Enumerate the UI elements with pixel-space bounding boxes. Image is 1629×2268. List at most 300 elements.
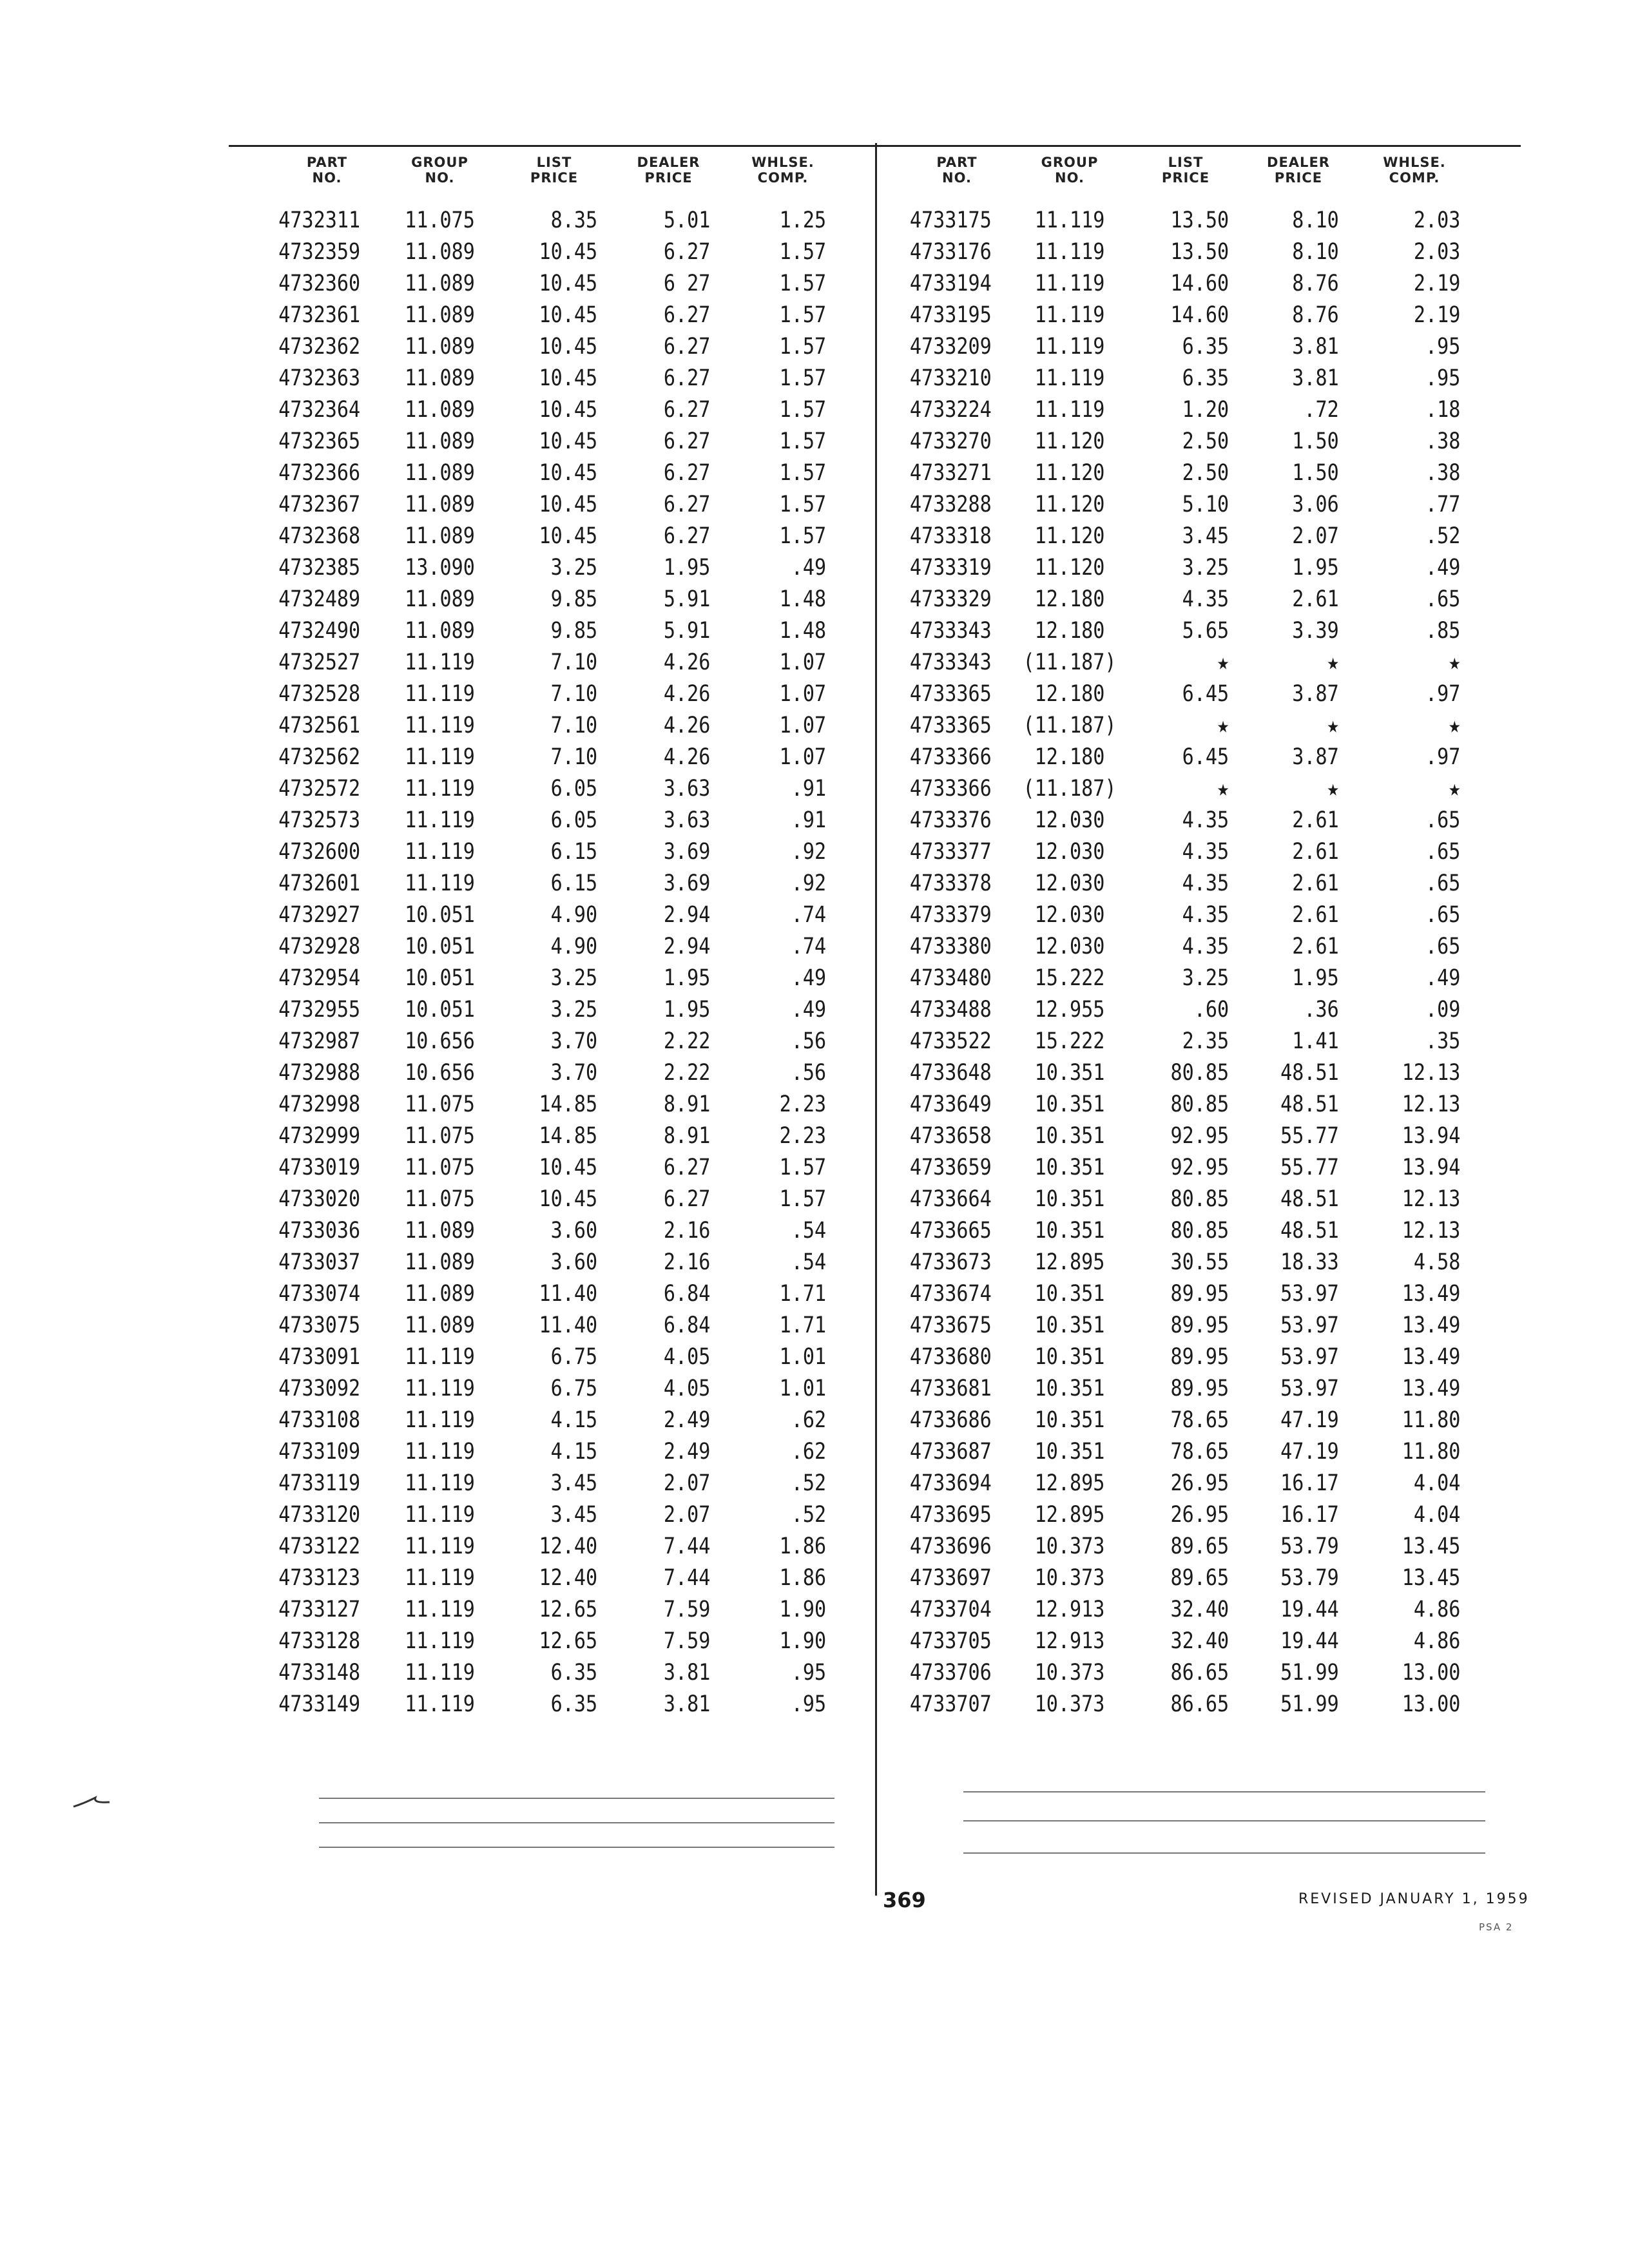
- whlse-comp-cell: .91: [791, 776, 827, 802]
- group-no-cell: 10.051: [405, 902, 475, 928]
- part-no-cell: 4733681: [909, 1376, 992, 1401]
- table-row: [902, 1089, 1476, 1120]
- table-row: [902, 1026, 1476, 1057]
- table-row: [271, 1689, 841, 1720]
- whlse-comp-cell: 4.86: [1413, 1628, 1461, 1654]
- table-row: [902, 1152, 1476, 1184]
- whlse-comp-cell: 1.71: [779, 1281, 827, 1307]
- group-no-cell: 11.120: [1034, 428, 1105, 454]
- dealer-price-cell: 3.81: [1292, 334, 1339, 360]
- part-no-cell: 4732363: [278, 365, 361, 391]
- part-no-cell: 4733019: [278, 1155, 361, 1180]
- group-no-cell: 11.119: [1034, 271, 1105, 296]
- whlse-comp-cell: 11.80: [1402, 1439, 1461, 1465]
- group-no-cell: 11.119: [405, 1470, 475, 1496]
- group-no-cell: 11.119: [405, 1407, 475, 1433]
- table-row: [271, 836, 841, 868]
- whlse-comp-cell: 4.58: [1413, 1249, 1461, 1275]
- part-no-cell: 4732999: [278, 1123, 361, 1149]
- table-row: [271, 1089, 841, 1120]
- part-no-cell: 4732601: [278, 870, 361, 896]
- table-row: [271, 1626, 841, 1657]
- group-no-cell: 10.351: [1034, 1344, 1105, 1370]
- table-row: [902, 1531, 1476, 1562]
- list-price-cell: 6.35: [550, 1691, 598, 1717]
- part-no-cell: 4733271: [909, 460, 992, 486]
- table-row: [271, 457, 841, 489]
- dealer-price-cell: 3.06: [1292, 492, 1339, 517]
- list-price-cell: 92.95: [1170, 1123, 1229, 1149]
- dealer-price-cell: 51.99: [1280, 1691, 1339, 1717]
- part-no-cell: 4733224: [909, 397, 992, 423]
- whlse-comp-cell: 12.13: [1402, 1060, 1461, 1086]
- part-no-cell: 4732954: [278, 965, 361, 991]
- list-price-cell: 3.45: [1182, 523, 1229, 549]
- list-price-cell: 7.10: [550, 744, 598, 770]
- group-no-cell: 12.913: [1034, 1597, 1105, 1622]
- list-price-cell: 10.45: [539, 365, 598, 391]
- group-no-cell: 11.089: [405, 1218, 475, 1244]
- table-row: [271, 489, 841, 521]
- list-price-cell: 4.15: [550, 1439, 598, 1465]
- dealer-price-cell: 19.44: [1280, 1628, 1339, 1654]
- list-price-cell: 4.35: [1182, 934, 1229, 959]
- dealer-price-cell: 3.81: [663, 1660, 711, 1686]
- whlse-comp-cell: 1.57: [779, 365, 827, 391]
- right-price-table: [902, 155, 1508, 1720]
- group-no-cell: 11.119: [405, 713, 475, 738]
- whlse-comp-cell: 1.57: [779, 1186, 827, 1212]
- list-price-cell: 6.45: [1182, 744, 1229, 770]
- part-no-cell: 4733148: [278, 1660, 361, 1686]
- whlse-comp-cell: 1.57: [779, 302, 827, 328]
- part-no-cell: 4732367: [278, 492, 361, 517]
- dealer-price-cell: 2.61: [1292, 586, 1339, 612]
- list-price-cell: 3.60: [550, 1249, 598, 1275]
- part-no-cell: 4733674: [909, 1281, 992, 1307]
- list-price-cell: 3.25: [1182, 555, 1229, 581]
- part-no-cell: 4733074: [278, 1281, 361, 1307]
- list-price-cell: 3.25: [550, 965, 598, 991]
- whlse-comp-cell: ★: [1449, 776, 1461, 802]
- list-price-cell: 10.45: [539, 523, 598, 549]
- dealer-price-cell: 53.97: [1280, 1344, 1339, 1370]
- whlse-comp-cell: .52: [791, 1502, 827, 1528]
- group-no-cell: 11.119: [405, 1376, 475, 1401]
- part-no-cell: 4733108: [278, 1407, 361, 1433]
- part-no-cell: 4732490: [278, 618, 361, 644]
- list-price-cell: 89.95: [1170, 1312, 1229, 1338]
- table-row: [902, 394, 1476, 426]
- list-price-cell: 3.25: [550, 555, 598, 581]
- table-row: [271, 1341, 841, 1373]
- table-row: [271, 300, 841, 331]
- dealer-price-cell: 3.63: [663, 776, 711, 802]
- group-no-cell: 11.119: [405, 1660, 475, 1686]
- list-price-cell: 86.65: [1170, 1691, 1229, 1717]
- dealer-price-cell: 16.17: [1280, 1470, 1339, 1496]
- dealer-price-cell: 3.63: [663, 807, 711, 833]
- group-no-cell: 11.089: [405, 239, 475, 265]
- part-no-cell: 4733195: [909, 302, 992, 328]
- column-divider: [875, 143, 877, 1896]
- group-no-cell: 11.075: [405, 1186, 475, 1212]
- dealer-price-cell: 1.95: [663, 997, 711, 1023]
- table-row: [271, 1057, 841, 1089]
- part-no-cell: 4733675: [909, 1312, 992, 1338]
- whlse-comp-cell: 1.25: [779, 207, 827, 233]
- table-header-row: [902, 155, 1476, 205]
- part-no-cell: 4732987: [278, 1028, 361, 1054]
- dealer-price-cell: 48.51: [1280, 1060, 1339, 1086]
- list-price-cell: 80.85: [1170, 1091, 1229, 1117]
- dealer-price-cell: .36: [1304, 997, 1339, 1023]
- dealer-price-cell: 55.77: [1280, 1155, 1339, 1180]
- part-no-cell: 4733697: [909, 1565, 992, 1591]
- dealer-price-cell: 53.79: [1280, 1533, 1339, 1559]
- part-no-cell: 4733365: [909, 713, 992, 738]
- group-no-cell: 11.075: [405, 1155, 475, 1180]
- part-no-cell: 4733020: [278, 1186, 361, 1212]
- group-no-cell: 11.119: [405, 1533, 475, 1559]
- list-price-cell: 80.85: [1170, 1218, 1229, 1244]
- part-no-cell: 4732528: [278, 681, 361, 707]
- part-no-cell: 4733480: [909, 965, 992, 991]
- list-price-cell: 5.65: [1182, 618, 1229, 644]
- dealer-price-cell: 4.26: [663, 681, 711, 707]
- list-price-cell: 6.15: [550, 870, 598, 896]
- table-row: [271, 742, 841, 773]
- part-no-cell: 4733366: [909, 776, 992, 802]
- list-price-cell: 4.90: [550, 934, 598, 959]
- dealer-price-cell: 7.44: [663, 1533, 711, 1559]
- whlse-comp-cell: .54: [791, 1218, 827, 1244]
- group-no-cell: (11.187): [1023, 713, 1117, 738]
- dealer-price-cell: 48.51: [1280, 1091, 1339, 1117]
- list-price-cell: 6.05: [550, 807, 598, 833]
- group-no-cell: 11.089: [405, 460, 475, 486]
- table-row: [271, 1120, 841, 1152]
- dealer-price-cell: 6.27: [663, 302, 711, 328]
- table-row: [902, 457, 1476, 489]
- whlse-comp-cell: 12.13: [1402, 1218, 1461, 1244]
- list-price-cell: 12.40: [539, 1565, 598, 1591]
- dealer-price-cell: 1.95: [1292, 965, 1339, 991]
- whlse-comp-cell: 13.94: [1402, 1155, 1461, 1180]
- table-row: [902, 1626, 1476, 1657]
- part-no-cell: 4733175: [909, 207, 992, 233]
- table-row: [902, 994, 1476, 1026]
- dealer-price-cell: 5.01: [663, 207, 711, 233]
- whlse-comp-cell: .95: [1425, 334, 1461, 360]
- column-header: GROUP NO.: [411, 155, 468, 186]
- group-no-cell: 12.895: [1034, 1502, 1105, 1528]
- group-no-cell: 10.351: [1034, 1312, 1105, 1338]
- dealer-price-cell: 47.19: [1280, 1407, 1339, 1433]
- dealer-price-cell: 7.59: [663, 1597, 711, 1622]
- table-row: [271, 363, 841, 394]
- table-row: [271, 331, 841, 363]
- part-no-cell: 4733109: [278, 1439, 361, 1465]
- whlse-comp-cell: 13.49: [1402, 1344, 1461, 1370]
- part-no-cell: 4733176: [909, 239, 992, 265]
- dealer-price-cell: 5.91: [663, 586, 711, 612]
- dealer-price-cell: 2.07: [663, 1470, 711, 1496]
- dealer-price-cell: 8.91: [663, 1123, 711, 1149]
- table-row: [902, 1247, 1476, 1278]
- dealer-price-cell: 18.33: [1280, 1249, 1339, 1275]
- group-no-cell: 11.089: [405, 1312, 475, 1338]
- list-price-cell: 10.45: [539, 460, 598, 486]
- table-row: [271, 1278, 841, 1310]
- group-no-cell: 11.119: [1034, 397, 1105, 423]
- column-header: PART NO.: [306, 155, 348, 186]
- part-no-cell: 4733705: [909, 1628, 992, 1654]
- list-price-cell: 12.65: [539, 1628, 598, 1654]
- whlse-comp-cell: .54: [791, 1249, 827, 1275]
- whlse-comp-cell: 2.23: [779, 1091, 827, 1117]
- whlse-comp-cell: .65: [1425, 870, 1461, 896]
- dealer-price-cell: 8.76: [1292, 271, 1339, 296]
- table-row: [902, 552, 1476, 584]
- whlse-comp-cell: 13.49: [1402, 1376, 1461, 1401]
- list-price-cell: 10.45: [539, 334, 598, 360]
- table-row: [271, 710, 841, 742]
- group-no-cell: 11.119: [405, 744, 475, 770]
- whlse-comp-cell: .85: [1425, 618, 1461, 644]
- group-no-cell: 12.895: [1034, 1249, 1105, 1275]
- whlse-comp-cell: 1.86: [779, 1565, 827, 1591]
- dealer-price-cell: 8.91: [663, 1091, 711, 1117]
- whlse-comp-cell: 1.86: [779, 1533, 827, 1559]
- group-no-cell: 11.089: [405, 1249, 475, 1275]
- whlse-comp-cell: .49: [1425, 965, 1461, 991]
- whlse-comp-cell: 1.71: [779, 1312, 827, 1338]
- list-price-cell: 4.15: [550, 1407, 598, 1433]
- part-no-cell: 4733343: [909, 618, 992, 644]
- group-no-cell: 11.089: [405, 334, 475, 360]
- table-row: [902, 742, 1476, 773]
- list-price-cell: 10.45: [539, 492, 598, 517]
- group-no-cell: 12.180: [1034, 681, 1105, 707]
- group-no-cell: 12.180: [1034, 744, 1105, 770]
- whlse-comp-cell: 2.19: [1413, 271, 1461, 296]
- dealer-price-cell: 19.44: [1280, 1597, 1339, 1622]
- whlse-comp-cell: 2.03: [1413, 239, 1461, 265]
- table-row: [902, 710, 1476, 742]
- list-price-cell: 4.35: [1182, 870, 1229, 896]
- whlse-comp-cell: .92: [791, 839, 827, 865]
- whlse-comp-cell: 2.23: [779, 1123, 827, 1149]
- dealer-price-cell: 6.27: [663, 397, 711, 423]
- dealer-price-cell: 47.19: [1280, 1439, 1339, 1465]
- list-price-cell: 6.15: [550, 839, 598, 865]
- table-row: [271, 805, 841, 836]
- dealer-price-cell: 48.51: [1280, 1218, 1339, 1244]
- group-no-cell: 10.373: [1034, 1565, 1105, 1591]
- table-row: [902, 1184, 1476, 1215]
- group-no-cell: 10.351: [1034, 1186, 1105, 1212]
- part-no-cell: 4733378: [909, 870, 992, 896]
- whlse-comp-cell: .95: [791, 1660, 827, 1686]
- whlse-comp-cell: 1.57: [779, 460, 827, 486]
- table-row: [902, 805, 1476, 836]
- list-price-cell: 92.95: [1170, 1155, 1229, 1180]
- part-no-cell: 4733122: [278, 1533, 361, 1559]
- whlse-comp-cell: 13.00: [1402, 1660, 1461, 1686]
- part-no-cell: 4733119: [278, 1470, 361, 1496]
- part-no-cell: 4733696: [909, 1533, 992, 1559]
- whlse-comp-cell: 13.00: [1402, 1691, 1461, 1717]
- dealer-price-cell: 2.16: [663, 1218, 711, 1244]
- dealer-price-cell: 2.07: [663, 1502, 711, 1528]
- dealer-price-cell: 5.91: [663, 618, 711, 644]
- part-no-cell: 4732527: [278, 649, 361, 675]
- dealer-price-cell: 7.44: [663, 1565, 711, 1591]
- list-price-cell: 78.65: [1170, 1407, 1229, 1433]
- dealer-price-cell: 3.69: [663, 870, 711, 896]
- part-no-cell: 4732600: [278, 839, 361, 865]
- table-row: [902, 836, 1476, 868]
- list-price-cell: .60: [1193, 997, 1229, 1023]
- whlse-comp-cell: 1.48: [779, 618, 827, 644]
- dealer-price-cell: 6.27: [663, 460, 711, 486]
- whlse-comp-cell: 1.07: [779, 649, 827, 675]
- part-no-cell: 4733194: [909, 271, 992, 296]
- group-no-cell: 11.089: [405, 397, 475, 423]
- list-price-cell: 8.35: [550, 207, 598, 233]
- group-no-cell: 12.913: [1034, 1628, 1105, 1654]
- list-price-cell: 3.60: [550, 1218, 598, 1244]
- table-row: [902, 1057, 1476, 1089]
- table-row: [902, 205, 1476, 236]
- dealer-price-cell: 4.26: [663, 744, 711, 770]
- dealer-price-cell: 4.26: [663, 713, 711, 738]
- list-price-cell: 4.90: [550, 902, 598, 928]
- table-row: [271, 1436, 841, 1468]
- dealer-price-cell: 3.69: [663, 839, 711, 865]
- part-no-cell: 4732359: [278, 239, 361, 265]
- part-no-cell: 4732489: [278, 586, 361, 612]
- table-header-row: [271, 155, 841, 205]
- dealer-price-cell: 51.99: [1280, 1660, 1339, 1686]
- list-price-cell: 10.45: [539, 271, 598, 296]
- whlse-comp-cell: 1.90: [779, 1597, 827, 1622]
- part-no-cell: 4733658: [909, 1123, 992, 1149]
- part-no-cell: 4733377: [909, 839, 992, 865]
- dealer-price-cell: 2.61: [1292, 934, 1339, 959]
- dealer-price-cell: 6.84: [663, 1281, 711, 1307]
- left-price-table: [271, 155, 870, 1720]
- whlse-comp-cell: .38: [1425, 460, 1461, 486]
- group-no-cell: 11.119: [405, 1439, 475, 1465]
- part-no-cell: 4732988: [278, 1060, 361, 1086]
- table-row: [902, 1278, 1476, 1310]
- part-no-cell: 4733127: [278, 1597, 361, 1622]
- whlse-comp-cell: 1.07: [779, 681, 827, 707]
- table-row: [902, 1436, 1476, 1468]
- dealer-price-cell: 2.16: [663, 1249, 711, 1275]
- whlse-comp-cell: 1.48: [779, 586, 827, 612]
- table-row: [271, 868, 841, 899]
- dealer-price-cell: 2.61: [1292, 902, 1339, 928]
- part-no-cell: 4732361: [278, 302, 361, 328]
- whlse-comp-cell: .49: [791, 965, 827, 991]
- table-row: [271, 584, 841, 615]
- part-no-cell: 4733659: [909, 1155, 992, 1180]
- list-price-cell: 32.40: [1170, 1628, 1229, 1654]
- table-row: [271, 931, 841, 963]
- list-price-cell: 6.75: [550, 1376, 598, 1401]
- dealer-price-cell: 4.26: [663, 649, 711, 675]
- whlse-comp-cell: .91: [791, 807, 827, 833]
- group-no-cell: 10.351: [1034, 1218, 1105, 1244]
- group-no-cell: 10.373: [1034, 1691, 1105, 1717]
- table-row: [271, 1405, 841, 1436]
- group-no-cell: 11.089: [405, 618, 475, 644]
- table-row: [271, 963, 841, 994]
- dealer-price-cell: ★: [1327, 776, 1339, 802]
- dealer-price-cell: 2.07: [1292, 523, 1339, 549]
- table-row: [902, 1405, 1476, 1436]
- part-no-cell: 4732360: [278, 271, 361, 296]
- part-no-cell: 4733665: [909, 1218, 992, 1244]
- dealer-price-cell: 53.97: [1280, 1312, 1339, 1338]
- whlse-comp-cell: .52: [791, 1470, 827, 1496]
- part-no-cell: 4733288: [909, 492, 992, 517]
- whlse-comp-cell: 1.57: [779, 271, 827, 296]
- list-price-cell: 6.45: [1182, 681, 1229, 707]
- table-row: [902, 931, 1476, 963]
- group-no-cell: 15.222: [1034, 965, 1105, 991]
- group-no-cell: 10.351: [1034, 1376, 1105, 1401]
- part-no-cell: 4732573: [278, 807, 361, 833]
- dealer-price-cell: 3.81: [663, 1691, 711, 1717]
- whlse-comp-cell: .38: [1425, 428, 1461, 454]
- whlse-comp-cell: .35: [1425, 1028, 1461, 1054]
- part-no-cell: 4733036: [278, 1218, 361, 1244]
- group-no-cell: 11.119: [1034, 365, 1105, 391]
- group-no-cell: 11.089: [405, 302, 475, 328]
- group-no-cell: 11.119: [1034, 334, 1105, 360]
- group-no-cell: 11.119: [405, 776, 475, 802]
- whlse-comp-cell: 12.13: [1402, 1091, 1461, 1117]
- list-price-cell: 7.10: [550, 649, 598, 675]
- whlse-comp-cell: 1.01: [779, 1344, 827, 1370]
- dealer-price-cell: 2.61: [1292, 807, 1339, 833]
- table-row: [902, 521, 1476, 552]
- whlse-comp-cell: ★: [1449, 713, 1461, 738]
- table-row: [271, 1468, 841, 1499]
- dealer-price-cell: 6 27: [663, 271, 711, 296]
- dealer-price-cell: 3.81: [1292, 365, 1339, 391]
- column-header: WHLSE. COMP.: [1383, 155, 1446, 186]
- group-no-cell: 10.373: [1034, 1533, 1105, 1559]
- table-row: [902, 899, 1476, 931]
- group-no-cell: 11.119: [405, 1597, 475, 1622]
- whlse-comp-cell: .52: [1425, 523, 1461, 549]
- group-no-cell: 11.119: [1034, 207, 1105, 233]
- whlse-comp-cell: .65: [1425, 839, 1461, 865]
- list-price-cell: 3.70: [550, 1060, 598, 1086]
- table-row: [271, 1373, 841, 1405]
- group-no-cell: 10.051: [405, 997, 475, 1023]
- part-no-cell: 4733209: [909, 334, 992, 360]
- table-row: [271, 521, 841, 552]
- whlse-comp-cell: ★: [1449, 649, 1461, 675]
- list-price-cell: 6.75: [550, 1344, 598, 1370]
- group-no-cell: 11.075: [405, 1123, 475, 1149]
